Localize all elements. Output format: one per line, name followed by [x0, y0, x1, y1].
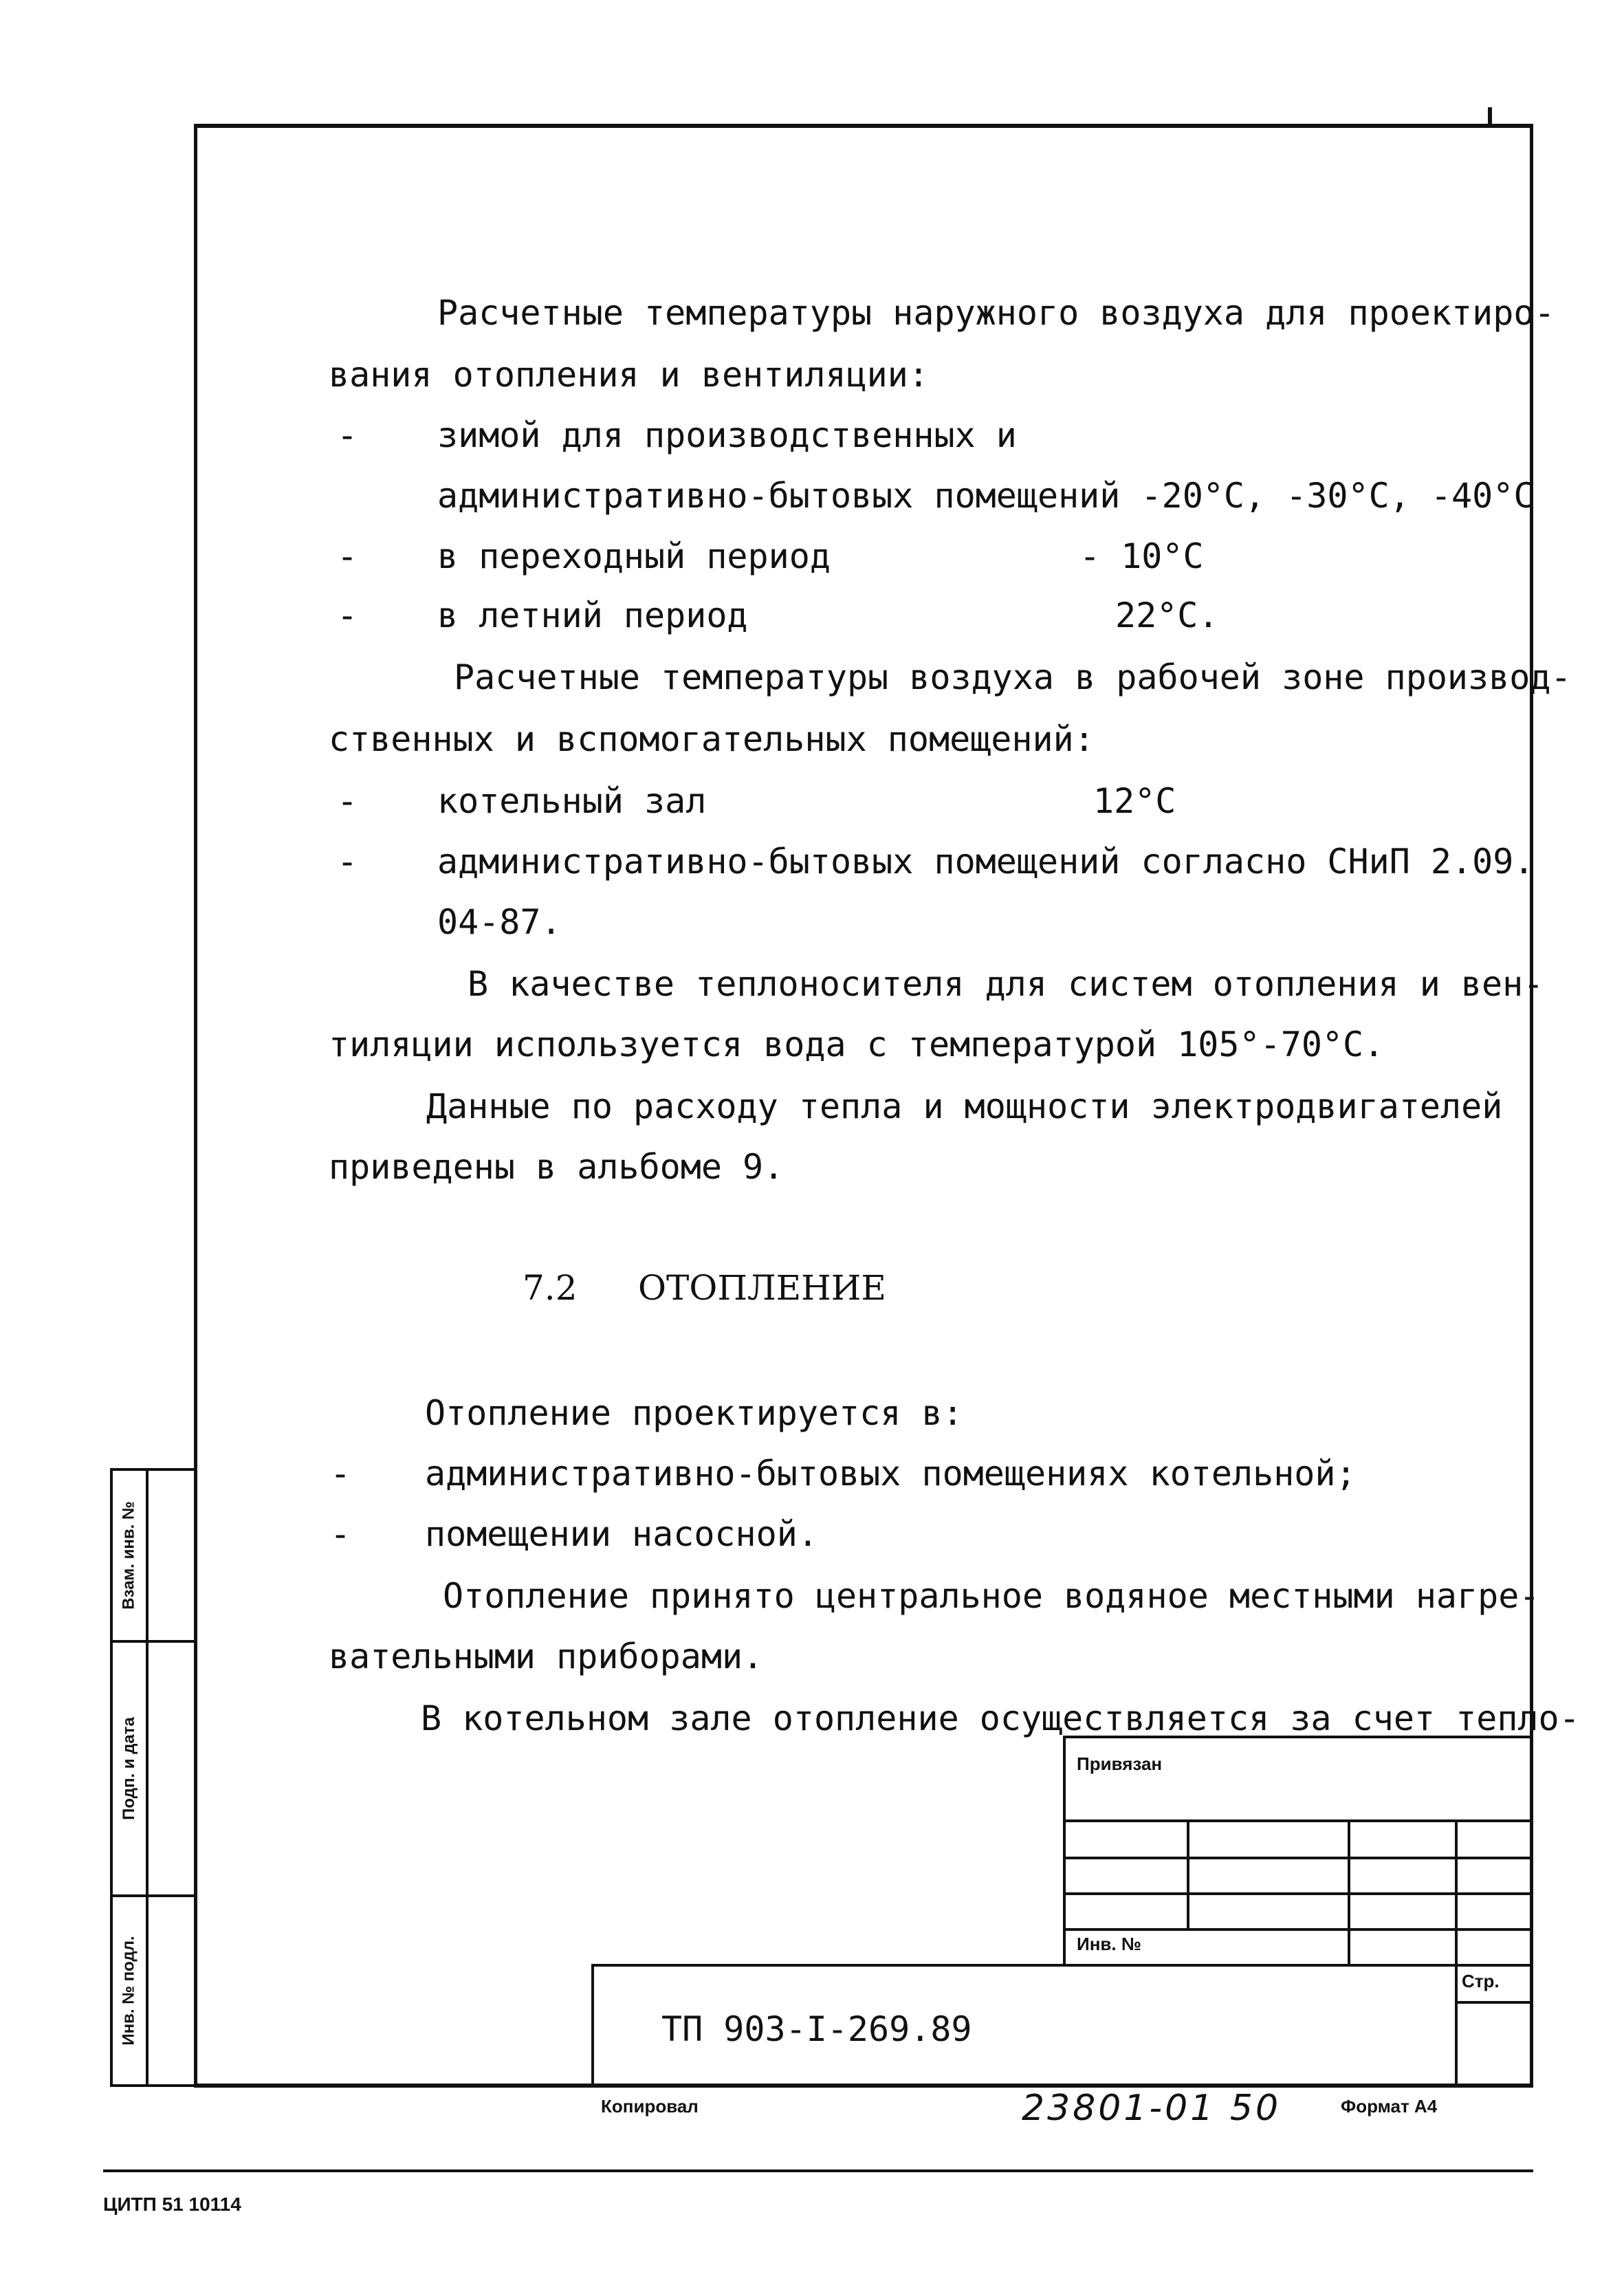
list-item: 04-87. [437, 902, 562, 942]
list-item-value: 22°С. [1115, 595, 1219, 635]
bullet-dash: - [337, 415, 358, 455]
paragraph-line: Отопление проектируется в: [425, 1393, 963, 1433]
section-title: ОТОПЛЕНИЕ [638, 1268, 886, 1308]
bullet-dash: - [330, 1454, 351, 1494]
paragraph-line: Данные по расходу тепла и мощности электродвигателей [426, 1086, 1503, 1126]
binding-col-line [1187, 1819, 1189, 1928]
list-item: административно-бытовых помещений согласно СНиП 2.09. [437, 842, 1535, 882]
side-label-replacement-inv: Взам. инв. № [120, 1501, 139, 1610]
list-item-value: 12°С [1093, 781, 1176, 821]
binding-row-line [1063, 1892, 1533, 1895]
list-item: помещении насосной. [425, 1514, 818, 1554]
inventory-number-label: Инв. № [1077, 1934, 1141, 1954]
bullet-dash: - [337, 595, 358, 635]
binding-col-line [1348, 1819, 1350, 1967]
side-stamp-column [110, 1468, 194, 2087]
list-item: административно-бытовых помещениях котельной; [425, 1454, 1357, 1494]
paragraph-line: В котельном зале отопление осуществляется за счет тепло- [421, 1698, 1580, 1738]
binding-row-line [1063, 1819, 1533, 1822]
section-number: 7.2 [523, 1268, 578, 1308]
code-block-divider [1455, 1964, 1458, 2088]
paragraph-line: тиляции используется вода с температурой 105°-70°С. [329, 1025, 1385, 1064]
paragraph-line: приведены в альбоме 9. [329, 1147, 784, 1187]
paragraph-line: В качестве теплоносителя для систем отопления и вен- [468, 964, 1544, 1004]
side-label-signature-date: Подп. и дата [120, 1717, 139, 1820]
side-value-column [149, 1468, 194, 2087]
side-label-original-inv: Инв. № подл. [120, 1936, 138, 2046]
paragraph-line: вания отопления и вентиляции: [329, 355, 929, 395]
format-label: Формат А4 [1341, 2096, 1438, 2117]
list-item: зимой для производственных и [437, 415, 1017, 455]
list-item-value: - 10°С [1079, 536, 1204, 576]
paragraph-line: Расчетные температуры воздуха в рабочей зоне производ- [454, 657, 1572, 697]
bullet-dash: - [330, 1514, 351, 1554]
bullet-dash: - [337, 842, 358, 882]
bullet-dash: - [337, 536, 358, 576]
list-item: в летний период [437, 595, 748, 635]
paragraph-line: Расчетные температуры наружного воздуха для проектиро- [437, 293, 1555, 333]
paragraph-line: вательными приборами. [329, 1637, 764, 1676]
list-item: котельный зал [437, 781, 707, 821]
list-item: административно-бытовых помещений -20°С, -30°С, -40°С [437, 476, 1535, 516]
document-code: ТП 903-I-269.89 [661, 2009, 972, 2049]
list-item: в переходный период [437, 536, 831, 576]
binding-label: Привязан [1077, 1753, 1163, 1774]
page-label: Стр. [1462, 1971, 1500, 1991]
binding-col-line [1455, 1819, 1458, 1967]
page-cell-line [1455, 2001, 1533, 2004]
paragraph-line: ственных и вспомогательных помещений: [329, 719, 1095, 759]
org-code: ЦИТП 51 10114 [103, 2194, 241, 2215]
binding-row-line [1063, 1857, 1533, 1859]
paragraph-line: Отопление принято центральное водяное местными нагре- [443, 1576, 1540, 1616]
bottom-rule [103, 2169, 1533, 2172]
binding-row-line [1063, 1928, 1533, 1931]
handwritten-number: 23801-01 50 [1022, 2088, 1282, 2129]
bullet-dash: - [337, 781, 358, 821]
copied-by-label: Копировал [601, 2096, 699, 2117]
